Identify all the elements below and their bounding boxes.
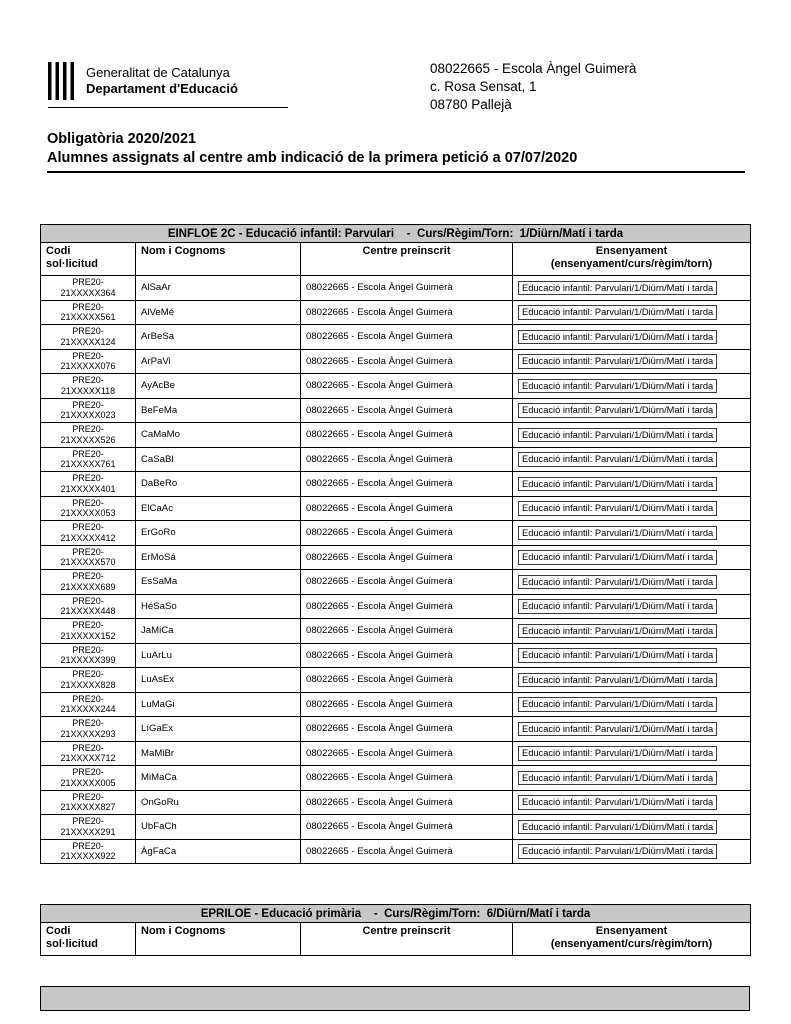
next-section-band-cutoff	[40, 986, 750, 1011]
ensenyament-value: Educació infantil: Parvulari/1/Diürn/Matí i tarda	[518, 771, 717, 786]
codi-cell: PRE20- 21XXXXX076	[41, 349, 136, 374]
student-row	[41, 496, 751, 521]
ensenyament-cell	[513, 276, 751, 301]
col-ensenyament-line2: (ensenyament/curs/règim/torn)	[550, 938, 713, 950]
codi-cell: PRE20- 21XXXXX448	[41, 594, 136, 619]
table-einfloe-2c	[40, 224, 751, 864]
ensenyament-value: Educació infantil: Parvulari/1/Diürn/Matí i tarda	[518, 330, 717, 345]
codi-cell: PRE20- 21XXXXX922	[41, 839, 136, 864]
ensenyament-value: Educació infantil: Parvulari/1/Diürn/Matí i tarda	[518, 599, 717, 614]
nom-cell: AlVeMé	[136, 300, 301, 325]
codi-cell: PRE20- 21XXXXX712	[41, 741, 136, 766]
ensenyament-cell	[513, 717, 751, 742]
ensenyament-cell	[513, 423, 751, 448]
codi-cell: PRE20- 21XXXXX761	[41, 447, 136, 472]
student-row	[41, 472, 751, 497]
student-row	[41, 643, 751, 668]
ensenyament-value: Educació infantil: Parvulari/1/Diürn/Matí i tarda	[518, 403, 717, 418]
codi-cell: PRE20- 21XXXXX570	[41, 545, 136, 570]
col-ensenyament-line2: (ensenyament/curs/règim/torn)	[550, 258, 713, 270]
nom-cell: AlSaAr	[136, 276, 301, 301]
col-codi-line2: sol·licitud	[46, 258, 98, 270]
centre-cell: 08022665 - Escola Àngel Guimerà	[301, 496, 513, 521]
ensenyament-value: Educació infantil: Parvulari/1/Diürn/Matí i tarda	[518, 501, 717, 516]
codi-cell: PRE20- 21XXXXX689	[41, 570, 136, 595]
centre-cell: 08022665 - Escola Àngel Guimerà	[301, 276, 513, 301]
ensenyament-cell	[513, 349, 751, 374]
centre-cell: 08022665 - Escola Àngel Guimerà	[301, 300, 513, 325]
col-ensenyament-line1: Ensenyament	[595, 245, 668, 257]
student-row	[41, 717, 751, 742]
col-ensenyament-line1: Ensenyament	[595, 925, 668, 937]
school-name-code: 08022665 - Escola Àngel Guimerà	[430, 61, 637, 76]
codi-cell: PRE20- 21XXXXX401	[41, 472, 136, 497]
codi-cell: PRE20- 21XXXXX827	[41, 790, 136, 815]
student-row	[41, 839, 751, 864]
ensenyament-cell	[513, 374, 751, 399]
ensenyament-value: Educació infantil: Parvulari/1/Diürn/Matí i tarda	[518, 722, 717, 737]
ensenyament-cell	[513, 325, 751, 350]
centre-cell: 08022665 - Escola Àngel Guimerà	[301, 447, 513, 472]
student-row	[41, 570, 751, 595]
centre-cell: 08022665 - Escola Àngel Guimerà	[301, 521, 513, 546]
ensenyament-value: Educació infantil: Parvulari/1/Diürn/Matí i tarda	[518, 477, 717, 492]
ensenyament-cell	[513, 472, 751, 497]
nom-cell: BeFeMa	[136, 398, 301, 423]
ensenyament-value: Educació infantil: Parvulari/1/Diürn/Matí i tarda	[518, 305, 717, 320]
ensenyament-cell	[513, 570, 751, 595]
centre-cell: 08022665 - Escola Àngel Guimerà	[301, 839, 513, 864]
nom-cell: ElCaAc	[136, 496, 301, 521]
nom-cell: EsSaMa	[136, 570, 301, 595]
nom-cell: DaBeRo	[136, 472, 301, 497]
centre-cell: 08022665 - Escola Àngel Guimerà	[301, 374, 513, 399]
nom-cell: OnGoRu	[136, 790, 301, 815]
col-ensenyament	[513, 243, 751, 276]
document-title	[47, 130, 745, 173]
student-row	[41, 815, 751, 840]
ensenyament-cell	[513, 619, 751, 644]
tables-area	[40, 224, 750, 1011]
nom-cell: MaMiBr	[136, 741, 301, 766]
codi-cell: PRE20- 21XXXXX828	[41, 668, 136, 693]
codi-cell: PRE20- 21XXXXX118	[41, 374, 136, 399]
ensenyament-cell	[513, 839, 751, 864]
centre-cell: 08022665 - Escola Àngel Guimerà	[301, 717, 513, 742]
ensenyament-value: Educació infantil: Parvulari/1/Diürn/Matí i tarda	[518, 648, 717, 663]
ensenyament-value: Educació infantil: Parvulari/1/Diürn/Matí i tarda	[518, 575, 717, 590]
centre-cell: 08022665 - Escola Àngel Guimerà	[301, 472, 513, 497]
codi-cell: PRE20- 21XXXXX244	[41, 692, 136, 717]
ensenyament-value: Educació infantil: Parvulari/1/Diürn/Matí i tarda	[518, 844, 717, 859]
ensenyament-value: Educació infantil: Parvulari/1/Diürn/Matí i tarda	[518, 452, 717, 467]
nom-cell: LuMaGi	[136, 692, 301, 717]
ensenyament-cell	[513, 766, 751, 791]
nom-cell: AyAcBe	[136, 374, 301, 399]
nom-cell: MiMaCa	[136, 766, 301, 791]
nom-cell: ArBeSa	[136, 325, 301, 350]
nom-cell: ÀgFaCa	[136, 839, 301, 864]
section-title: EINFLOE 2C - Educació infantil: Parvulari - Curs/Règim/Torn: 1/Diürn/Matí i tarda	[41, 225, 751, 243]
centre-cell: 08022665 - Escola Àngel Guimerà	[301, 643, 513, 668]
school-info	[430, 60, 636, 114]
centre-cell: 08022665 - Escola Àngel Guimerà	[301, 692, 513, 717]
codi-cell: PRE20- 21XXXXX291	[41, 815, 136, 840]
nom-cell: HéSaSo	[136, 594, 301, 619]
centre-cell: 08022665 - Escola Àngel Guimerà	[301, 790, 513, 815]
org-name: Generalitat de Catalunya	[86, 65, 230, 80]
ensenyament-cell	[513, 692, 751, 717]
centre-cell: 08022665 - Escola Àngel Guimerà	[301, 668, 513, 693]
ensenyament-cell	[513, 545, 751, 570]
org-text	[86, 62, 238, 97]
centre-cell: 08022665 - Escola Àngel Guimerà	[301, 619, 513, 644]
student-row	[41, 741, 751, 766]
generalitat-letterhead	[48, 62, 288, 108]
codi-cell: PRE20- 21XXXXX561	[41, 300, 136, 325]
student-row	[41, 447, 751, 472]
ensenyament-cell	[513, 300, 751, 325]
nom-cell: LuArLu	[136, 643, 301, 668]
ensenyament-value: Educació infantil: Parvulari/1/Diürn/Matí i tarda	[518, 526, 717, 541]
nom-cell: ErGoRo	[136, 521, 301, 546]
col-codi-line1: Codi	[46, 925, 71, 937]
centre-cell: 08022665 - Escola Àngel Guimerà	[301, 815, 513, 840]
column-header-row	[41, 243, 751, 276]
col-nom-i-cognoms: Nom i Cognoms	[136, 923, 301, 956]
student-row	[41, 374, 751, 399]
ensenyament-value: Educació infantil: Parvulari/1/Diürn/Matí i tarda	[518, 354, 717, 369]
col-codi-line1: Codi	[46, 245, 71, 257]
centre-cell: 08022665 - Escola Àngel Guimerà	[301, 398, 513, 423]
ensenyament-value: Educació infantil: Parvulari/1/Diürn/Matí i tarda	[518, 820, 717, 835]
ensenyament-value: Educació infantil: Parvulari/1/Diürn/Matí i tarda	[518, 379, 717, 394]
nom-cell: CaSaBl	[136, 447, 301, 472]
centre-cell: 08022665 - Escola Àngel Guimerà	[301, 423, 513, 448]
nom-cell: UbFaCh	[136, 815, 301, 840]
nom-cell: LuAsEx	[136, 668, 301, 693]
codi-cell: PRE20- 21XXXXX023	[41, 398, 136, 423]
ensenyament-value: Educació infantil: Parvulari/1/Diürn/Matí i tarda	[518, 697, 717, 712]
col-centre-preinscrit: Centre preinscrit	[301, 243, 513, 276]
ensenyament-value: Educació infantil: Parvulari/1/Diürn/Matí i tarda	[518, 746, 717, 761]
nom-cell: LíGaEx	[136, 717, 301, 742]
ensenyament-cell	[513, 398, 751, 423]
student-row	[41, 545, 751, 570]
student-row	[41, 521, 751, 546]
codi-cell: PRE20- 21XXXXX005	[41, 766, 136, 791]
codi-cell: PRE20- 21XXXXX053	[41, 496, 136, 521]
student-row	[41, 668, 751, 693]
dept-name: Departament d'Educació	[86, 81, 238, 96]
ensenyament-cell	[513, 594, 751, 619]
title-line-1: Obligatòria 2020/2021	[47, 131, 197, 147]
ensenyament-cell	[513, 496, 751, 521]
student-row	[41, 790, 751, 815]
ensenyament-value: Educació infantil: Parvulari/1/Diürn/Matí i tarda	[518, 795, 717, 810]
student-row	[41, 325, 751, 350]
col-nom-i-cognoms: Nom i Cognoms	[136, 243, 301, 276]
nom-cell: CaMaMo	[136, 423, 301, 448]
student-row	[41, 423, 751, 448]
ensenyament-value: Educació infantil: Parvulari/1/Diürn/Matí i tarda	[518, 428, 717, 443]
nom-cell: ArPaVi	[136, 349, 301, 374]
centre-cell: 08022665 - Escola Àngel Guimerà	[301, 594, 513, 619]
section-title-row	[41, 225, 751, 243]
nom-cell: JaMiCa	[136, 619, 301, 644]
student-row	[41, 276, 751, 301]
title-line-2: Alumnes assignats al centre amb indicació de la primera petició a 07/07/2020	[47, 150, 578, 166]
col-codi-line2: sol·licitud	[46, 938, 98, 950]
ensenyament-cell	[513, 790, 751, 815]
codi-cell: PRE20- 21XXXXX293	[41, 717, 136, 742]
student-row	[41, 619, 751, 644]
section-title: EPRILOE - Educació primària - Curs/Règim/Torn: 6/Diürn/Matí i tarda	[41, 905, 751, 923]
centre-cell: 08022665 - Escola Àngel Guimerà	[301, 766, 513, 791]
ensenyament-cell	[513, 643, 751, 668]
ensenyament-cell	[513, 741, 751, 766]
student-row	[41, 300, 751, 325]
centre-cell: 08022665 - Escola Àngel Guimerà	[301, 545, 513, 570]
col-codi-sollicitud	[41, 923, 136, 956]
centre-cell: 08022665 - Escola Àngel Guimerà	[301, 570, 513, 595]
ensenyament-cell	[513, 815, 751, 840]
student-row	[41, 692, 751, 717]
col-centre-preinscrit: Centre preinscrit	[301, 923, 513, 956]
generalitat-logo-icon	[48, 62, 77, 100]
col-codi-sollicitud	[41, 243, 136, 276]
student-row	[41, 398, 751, 423]
centre-cell: 08022665 - Escola Àngel Guimerà	[301, 741, 513, 766]
ensenyament-value: Educació infantil: Parvulari/1/Diürn/Matí i tarda	[518, 673, 717, 688]
codi-cell: PRE20- 21XXXXX526	[41, 423, 136, 448]
codi-cell: PRE20- 21XXXXX152	[41, 619, 136, 644]
table-eprileoe	[40, 904, 751, 956]
ensenyament-value: Educació infantil: Parvulari/1/Diürn/Matí i tarda	[518, 281, 717, 296]
codi-cell: PRE20- 21XXXXX364	[41, 276, 136, 301]
centre-cell: 08022665 - Escola Àngel Guimerà	[301, 325, 513, 350]
student-row	[41, 766, 751, 791]
centre-cell: 08022665 - Escola Àngel Guimerà	[301, 349, 513, 374]
school-street: c. Rosa Sensat, 1	[430, 79, 537, 94]
student-row	[41, 349, 751, 374]
codi-cell: PRE20- 21XXXXX412	[41, 521, 136, 546]
student-row	[41, 594, 751, 619]
codi-cell: PRE20- 21XXXXX124	[41, 325, 136, 350]
ensenyament-cell	[513, 521, 751, 546]
col-ensenyament	[513, 923, 751, 956]
column-header-row	[41, 923, 751, 956]
ensenyament-value: Educació infantil: Parvulari/1/Diürn/Matí i tarda	[518, 550, 717, 565]
codi-cell: PRE20- 21XXXXX399	[41, 643, 136, 668]
ensenyament-value: Educació infantil: Parvulari/1/Diürn/Matí i tarda	[518, 624, 717, 639]
ensenyament-cell	[513, 668, 751, 693]
school-city: 08780 Pallejà	[430, 97, 512, 112]
section-title-row	[41, 905, 751, 923]
ensenyament-cell	[513, 447, 751, 472]
nom-cell: ErMoSá	[136, 545, 301, 570]
